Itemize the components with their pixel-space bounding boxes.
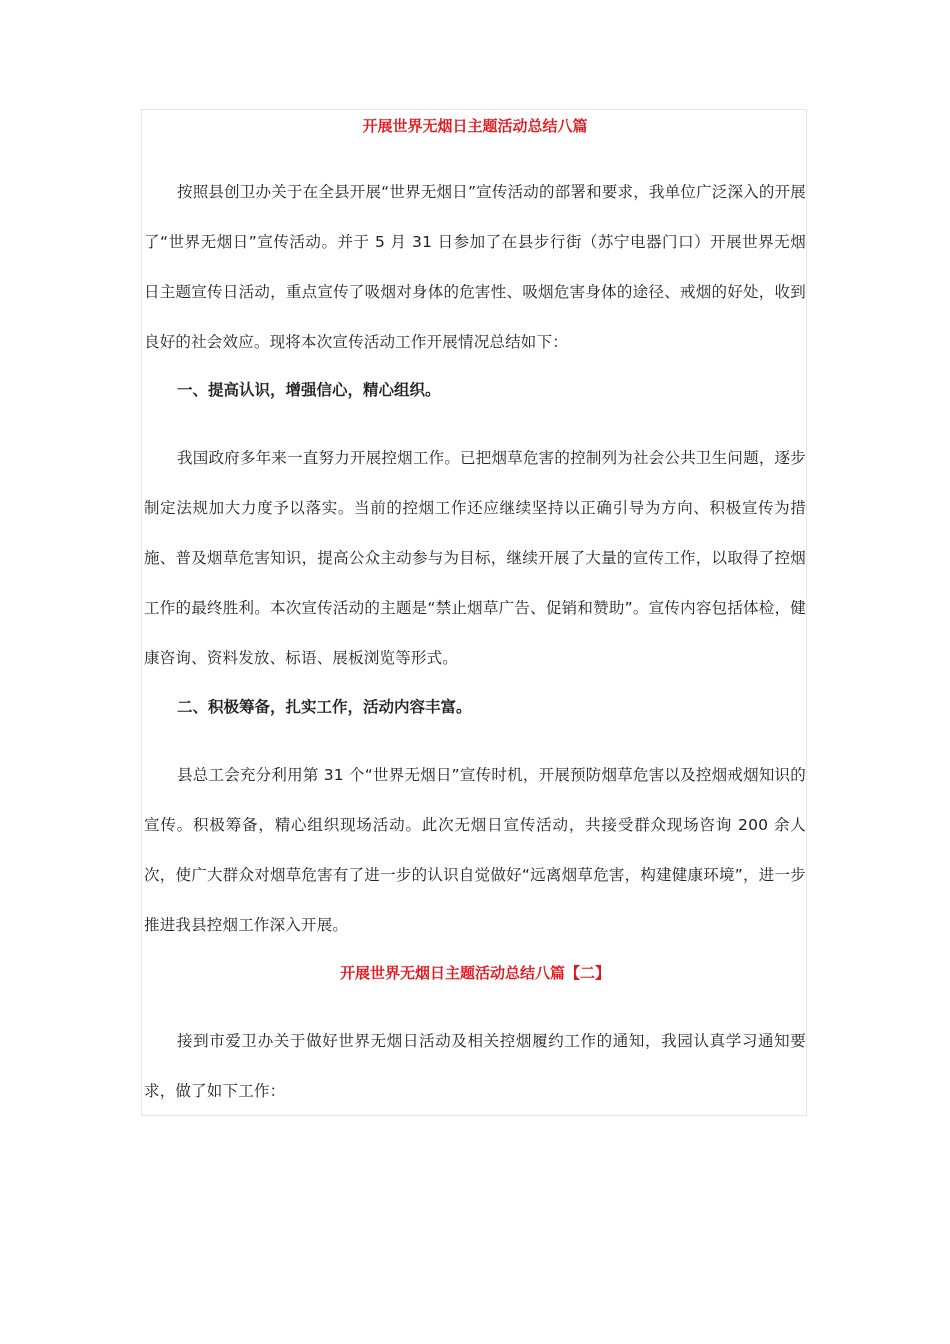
paragraph-section-1: 我国政府多年来一直努力开展控烟工作。已把烟草危害的控制列为社会公共卫生问题，逐步制定法规加大力度予以落实。当前的控烟工作还应继续坚持以正确引导为方向、积极宣传为措施、普及烟草危害知识，提高公众主动参与为目标，继续开展了大量的宣传工作，以取得了控烟工作的最终胜利。本次宣传活动的主题是“禁止烟草广告、促销和赞助”。宣传内容包括体检，健康咨询、资料发放、标语、展板浏览等形式。 <box>144 449 806 667</box>
document-title: 开展世界无烟日主题活动总结八篇 <box>362 117 588 135</box>
paragraph-section-2: 县总工会充分利用第 31 个“世界无烟日”宣传时机，开展预防烟草危害以及控烟戒烟知识的宣传。积极筹备，精心组织现场活动。此次无烟日宣传活动，共接受群众现场咨询 200 余人次，使广大群众对烟草危害有了进一步的认识自觉做好“远离烟草危害，构建健康环境”，进一步推进我县控烟工作深入开展。 <box>144 766 806 934</box>
document-frame <box>141 109 807 1116</box>
document-subtitle-2: 开展世界无烟日主题活动总结八篇【二】 <box>339 964 610 982</box>
paragraph-part-2: 接到市爱卫办关于做好世界无烟日活动及相关控烟履约工作的通知，我园认真学习通知要求，做了如下工作： <box>144 1032 806 1100</box>
section-heading-2: 二、积极筹备，扎实工作，活动内容丰富。 <box>177 698 472 716</box>
section-heading-1: 一、提高认识，增强信心，精心组织。 <box>177 381 441 399</box>
paragraph-intro: 按照县创卫办关于在全县开展“世界无烟日”宣传活动的部署和要求，我单位广泛深入的开展了“世界无烟日”宣传活动。并于 5 月 31 日参加了在县步行街（苏宁电器门口）开展世界无烟日主题宣传日活动，重点宣传了吸烟对身体的危害性、吸烟危害身体的途径、戒烟的好处，收到良好的社会效应。现将本次宣传活动工作开展情况总结如下： <box>144 183 806 351</box>
